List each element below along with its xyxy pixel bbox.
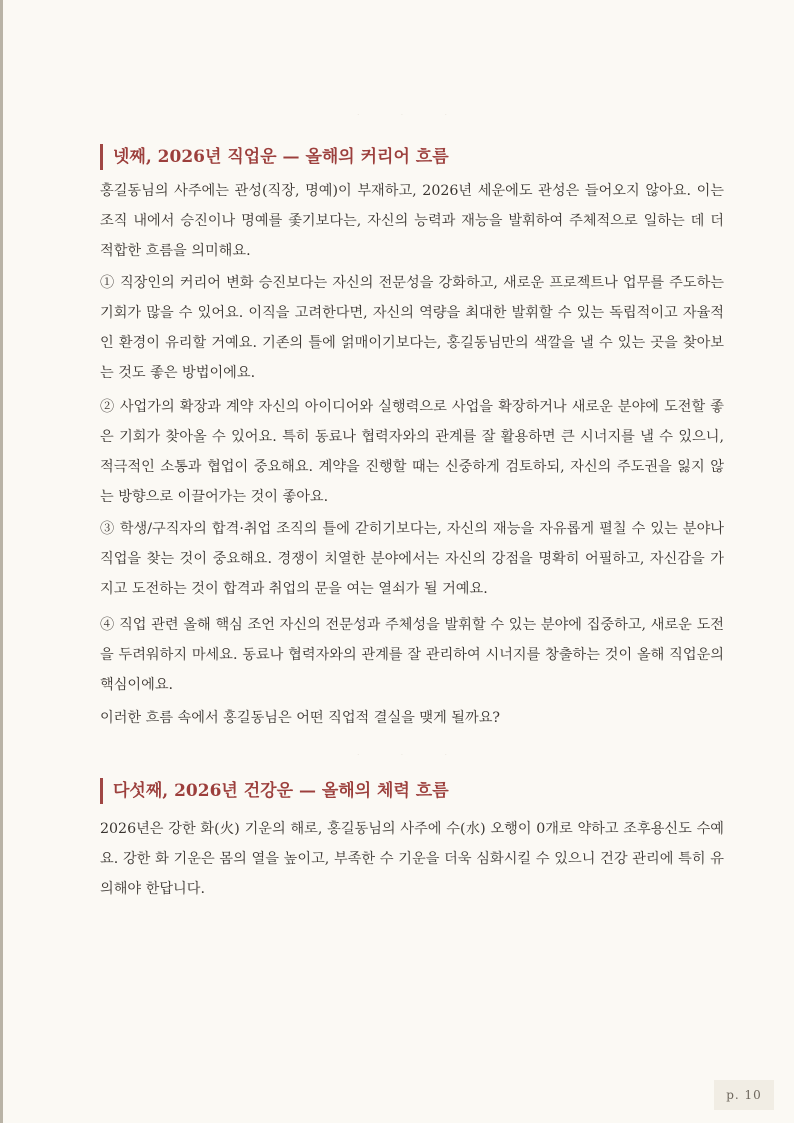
health-intro: 2026년은 강한 화(火) 기운의 해로, 홍길동님의 사주에 수(水) 오행이 0개로 약하고 조후용신도 수예요. 강한 화 기운은 몸의 열을 높이고, 부족한 수 기운을 더욱 심화시킬 수 있으니 건강 관리에 특히 유의해야 한답니다. (100, 821, 724, 897)
career-intro: 홍길동님의 사주에는 관성(직장, 명예)이 부재하고, 2026년 세운에도 관성은 들어오지 않아요. 이는 조직 내에서 승진이나 명예를 좇기보다는, 자신의 능력과 재능을 발휘하여 주체적으로 일하는 데 더 적합한 흐름을 의미해요. (100, 183, 724, 259)
section-title-career: 넷째, 2026년 직업운 — 올해의 커리어 흐름 (100, 144, 737, 170)
section-title-health: 다섯째, 2026년 건강운 — 올해의 체력 흐름 (100, 778, 737, 804)
career-item-4: ④ 직업 관련 올해 핵심 조언 자신의 전문성과 주체성을 발휘할 수 있는 분야에 집중하고, 새로운 도전을 두려워하지 마세요. 동료나 협력자와의 관계를 잘 관리하여 시너지를 창출하는 것이 올해 직업운의 핵심이에요. (100, 617, 724, 693)
page-number: p. 10 (714, 1080, 774, 1110)
career-item-1: ① 직장인의 커리어 변화 승진보다는 자신의 전문성을 강화하고, 새로운 프로젝트나 업무를 주도하는 기회가 많을 수 있어요. 이직을 고려한다면, 자신의 역량을 최대한 발휘할 수 있는 독립적이고 자율적인 환경이 유리할 거예요. 기존의 틀에 얽매이기보다는, 홍길동님만의 색깔을 낼 수 있는 곳을 찾아보는 것도 좋은 방법이에요. (100, 275, 724, 381)
career-closing: 이러한 흐름 속에서 홍길동님은 어떤 직업적 결실을 맺게 될까요? (100, 710, 501, 726)
divider-dots: · · · (357, 752, 467, 759)
page-edge (0, 0, 3, 1123)
divider-dots: · · · (357, 112, 467, 119)
career-item-3: ③ 학생/구직자의 합격·취업 조직의 틀에 갇히기보다는, 자신의 재능을 자유롭게 펼칠 수 있는 분야나 직업을 찾는 것이 중요해요. 경쟁이 치열한 분야에서는 자신의 강점을 명확히 어필하고, 자신감을 가지고 도전하는 것이 합격과 취업의 문을 여는 열쇠가 될 거예요. (100, 521, 724, 597)
career-item-2: ② 사업가의 확장과 계약 자신의 아이디어와 실행력으로 사업을 확장하거나 새로운 분야에 도전할 좋은 기회가 찾아올 수 있어요. 특히 동료나 협력자와의 관계를 잘 활용하면 큰 시너지를 낼 수 있으니, 적극적인 소통과 협업이 중요해요. 계약을 진행할 때는 신중하게 검토하되, 자신의 주도권을 잃지 않는 방향으로 이끌어가는 것이 좋아요. (100, 399, 724, 505)
